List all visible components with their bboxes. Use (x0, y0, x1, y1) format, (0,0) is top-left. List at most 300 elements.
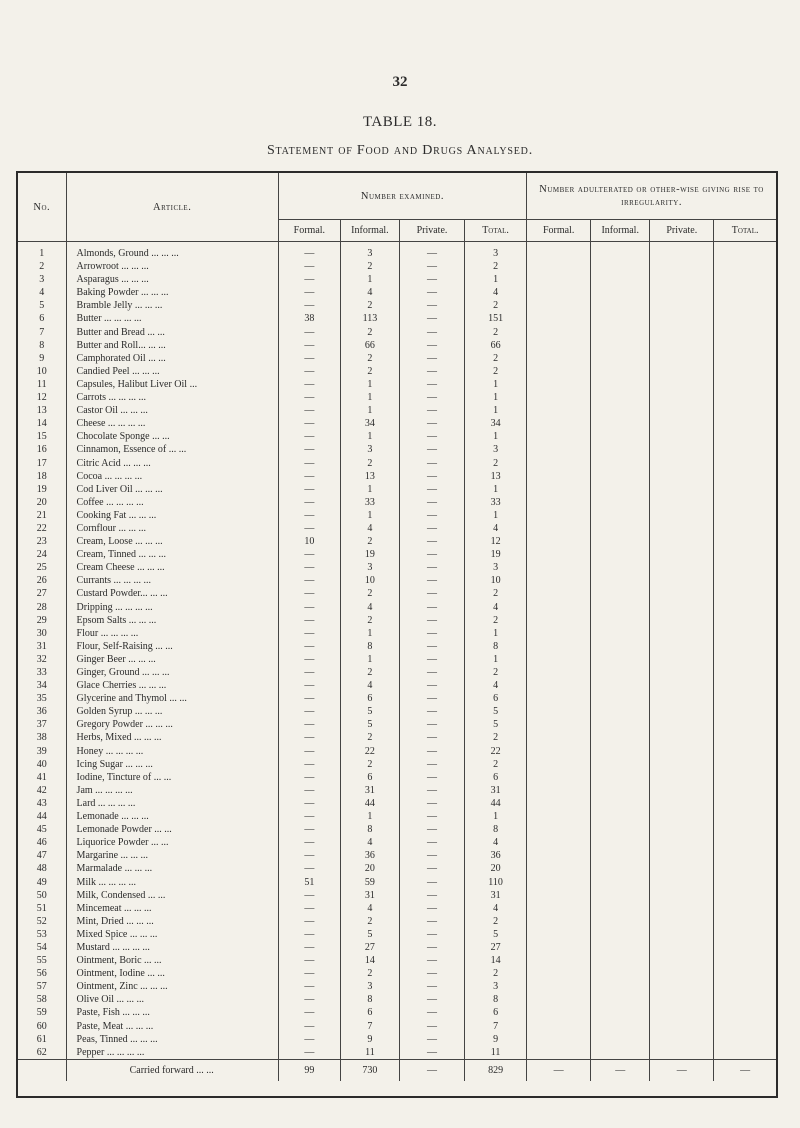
cell-adulterated-empty (714, 561, 776, 574)
cell-adulterated-empty (650, 902, 714, 915)
cell-total: 9 (465, 1033, 527, 1046)
cell-adulterated-empty (714, 692, 776, 705)
cell-total: 66 (465, 339, 527, 352)
cell-adulterated-empty (591, 679, 650, 692)
cell-private: — (399, 980, 464, 993)
cell-adulterated-empty (527, 1046, 591, 1060)
cell-formal: — (278, 326, 340, 339)
cell-no: 33 (18, 666, 66, 679)
cell-adulterated-empty (714, 312, 776, 325)
cell-private: — (399, 640, 464, 653)
cell-informal: 1 (340, 430, 399, 443)
footer-adulterated-total: — (714, 1059, 776, 1081)
cell-total: 4 (465, 836, 527, 849)
cell-private: — (399, 954, 464, 967)
cell-adulterated-empty (650, 443, 714, 456)
cell-informal: 5 (340, 718, 399, 731)
cell-article: Milk ... ... ... ... (66, 876, 278, 889)
cell-adulterated-empty (650, 928, 714, 941)
cell-adulterated-empty (650, 705, 714, 718)
cell-article: Cocoa ... ... ... ... (66, 470, 278, 483)
table-row (18, 614, 776, 627)
cell-no: 43 (18, 797, 66, 810)
cell-total: 5 (465, 705, 527, 718)
cell-private: — (399, 718, 464, 731)
cell-formal: — (278, 470, 340, 483)
cell-adulterated-empty (650, 993, 714, 1006)
table-row (18, 404, 776, 417)
cell-private: — (399, 587, 464, 600)
carried-forward-row (18, 1059, 776, 1081)
cell-adulterated-empty (527, 391, 591, 404)
cell-total: 8 (465, 640, 527, 653)
table-row (18, 352, 776, 365)
header-adulterated-formal: Formal. (527, 220, 591, 242)
cell-private: — (399, 784, 464, 797)
cell-adulterated-empty (714, 653, 776, 666)
cell-informal: 44 (340, 797, 399, 810)
cell-no: 11 (18, 378, 66, 391)
cell-article: Flour ... ... ... ... (66, 627, 278, 640)
cell-adulterated-empty (527, 954, 591, 967)
cell-adulterated-empty (591, 862, 650, 875)
cell-adulterated-empty (714, 627, 776, 640)
table-row (18, 993, 776, 1006)
cell-adulterated-empty (650, 260, 714, 273)
cell-adulterated-empty (714, 941, 776, 954)
cell-formal: — (278, 915, 340, 928)
cell-article: Arrowroot ... ... ... (66, 260, 278, 273)
cell-adulterated-empty (527, 653, 591, 666)
cell-article: Mincemeat ... ... ... (66, 902, 278, 915)
cell-private: — (399, 1033, 464, 1046)
cell-adulterated-empty (527, 457, 591, 470)
cell-adulterated-empty (714, 352, 776, 365)
table-row (18, 509, 776, 522)
cell-adulterated-empty (714, 457, 776, 470)
cell-adulterated-empty (714, 862, 776, 875)
cell-adulterated-empty (650, 378, 714, 391)
cell-formal: — (278, 561, 340, 574)
cell-informal: 5 (340, 928, 399, 941)
cell-private: — (399, 299, 464, 312)
footer-adulterated-formal: — (527, 1059, 591, 1081)
cell-article: Lemonade ... ... ... (66, 810, 278, 823)
cell-no: 26 (18, 574, 66, 587)
table-row (18, 1006, 776, 1019)
cell-informal: 6 (340, 771, 399, 784)
cell-total: 2 (465, 365, 527, 378)
cell-no: 30 (18, 627, 66, 640)
cell-adulterated-empty (591, 339, 650, 352)
table-row (18, 443, 776, 456)
table-row (18, 862, 776, 875)
cell-total: 1 (465, 430, 527, 443)
cell-adulterated-empty (591, 627, 650, 640)
cell-adulterated-empty (527, 548, 591, 561)
cell-adulterated-empty (527, 312, 591, 325)
header-adulterated-private: Private. (650, 220, 714, 242)
cell-adulterated-empty (527, 443, 591, 456)
cell-formal: — (278, 404, 340, 417)
cell-no: 5 (18, 299, 66, 312)
cell-article: Baking Powder ... ... ... (66, 286, 278, 299)
table-title: TABLE 18. (362, 114, 438, 130)
cell-no: 4 (18, 286, 66, 299)
cell-adulterated-empty (527, 666, 591, 679)
table-row (18, 679, 776, 692)
cell-adulterated-empty (591, 1046, 650, 1060)
cell-informal: 2 (340, 666, 399, 679)
cell-article: Carrots ... ... ... ... (66, 391, 278, 404)
table-row (18, 797, 776, 810)
cell-no: 37 (18, 718, 66, 731)
cell-no: 60 (18, 1020, 66, 1033)
cell-adulterated-empty (591, 352, 650, 365)
table-row (18, 299, 776, 312)
table-row (18, 745, 776, 758)
cell-adulterated-empty (714, 784, 776, 797)
cell-total: 33 (465, 496, 527, 509)
cell-adulterated-empty (527, 470, 591, 483)
cell-adulterated-empty (650, 548, 714, 561)
cell-adulterated-empty (714, 522, 776, 535)
cell-adulterated-empty (591, 718, 650, 731)
table-row (18, 1046, 776, 1060)
cell-adulterated-empty (714, 299, 776, 312)
header-adulterated-total: Total. (714, 220, 776, 242)
cell-adulterated-empty (714, 731, 776, 744)
table-row (18, 718, 776, 731)
cell-informal: 1 (340, 627, 399, 640)
cell-adulterated-empty (527, 679, 591, 692)
cell-adulterated-empty (650, 653, 714, 666)
cell-adulterated-empty (527, 967, 591, 980)
cell-adulterated-empty (591, 771, 650, 784)
cell-no: 1 (18, 242, 66, 261)
cell-adulterated-empty (714, 1046, 776, 1060)
cell-total: 2 (465, 260, 527, 273)
cell-adulterated-empty (714, 496, 776, 509)
footer-no (18, 1059, 66, 1081)
cell-adulterated-empty (527, 980, 591, 993)
cell-adulterated-empty (714, 758, 776, 771)
cell-total: 31 (465, 889, 527, 902)
cell-private: — (399, 705, 464, 718)
cell-adulterated-empty (714, 954, 776, 967)
cell-article: Margarine ... ... ... (66, 849, 278, 862)
cell-adulterated-empty (591, 286, 650, 299)
cell-formal: 38 (278, 312, 340, 325)
cell-informal: 1 (340, 509, 399, 522)
cell-adulterated-empty (591, 1020, 650, 1033)
cell-adulterated-empty (527, 299, 591, 312)
cell-total: 34 (465, 417, 527, 430)
cell-adulterated-empty (650, 457, 714, 470)
cell-private: — (399, 836, 464, 849)
cell-adulterated-empty (527, 758, 591, 771)
cell-total: 4 (465, 522, 527, 535)
header-adulterated-informal: Informal. (591, 220, 650, 242)
cell-article: Ginger, Ground ... ... ... (66, 666, 278, 679)
cell-informal: 4 (340, 836, 399, 849)
cell-informal: 4 (340, 902, 399, 915)
cell-informal: 3 (340, 443, 399, 456)
cell-adulterated-empty (714, 574, 776, 587)
cell-informal: 2 (340, 614, 399, 627)
cell-adulterated-empty (650, 601, 714, 614)
table-row (18, 496, 776, 509)
cell-informal: 8 (340, 823, 399, 836)
cell-no: 51 (18, 902, 66, 915)
cell-no: 13 (18, 404, 66, 417)
cell-informal: 9 (340, 1033, 399, 1046)
cell-formal: — (278, 692, 340, 705)
food-drugs-table (18, 173, 776, 1081)
cell-article: Butter and Bread ... ... (66, 326, 278, 339)
cell-private: — (399, 443, 464, 456)
cell-adulterated-empty (591, 640, 650, 653)
table-row (18, 941, 776, 954)
cell-formal: 51 (278, 876, 340, 889)
cell-private: — (399, 574, 464, 587)
cell-formal: — (278, 784, 340, 797)
cell-total: 8 (465, 993, 527, 1006)
cell-no: 34 (18, 679, 66, 692)
cell-adulterated-empty (650, 1020, 714, 1033)
cell-total: 27 (465, 941, 527, 954)
cell-total: 3 (465, 443, 527, 456)
cell-adulterated-empty (591, 561, 650, 574)
cell-adulterated-empty (591, 260, 650, 273)
cell-adulterated-empty (650, 1006, 714, 1019)
cell-private: — (399, 326, 464, 339)
cell-adulterated-empty (527, 731, 591, 744)
cell-adulterated-empty (650, 561, 714, 574)
cell-adulterated-empty (591, 745, 650, 758)
cell-article: Cooking Fat ... ... ... (66, 509, 278, 522)
cell-adulterated-empty (650, 836, 714, 849)
cell-total: 1 (465, 653, 527, 666)
cell-article: Herbs, Mixed ... ... ... (66, 731, 278, 744)
cell-informal: 22 (340, 745, 399, 758)
cell-informal: 2 (340, 326, 399, 339)
cell-informal: 2 (340, 535, 399, 548)
cell-adulterated-empty (714, 849, 776, 862)
header-formal: Formal. (278, 220, 340, 242)
cell-adulterated-empty (650, 273, 714, 286)
cell-adulterated-empty (527, 784, 591, 797)
cell-no: 47 (18, 849, 66, 862)
cell-no: 14 (18, 417, 66, 430)
cell-private: — (399, 1046, 464, 1060)
cell-adulterated-empty (714, 404, 776, 417)
cell-adulterated-empty (714, 980, 776, 993)
cell-no: 42 (18, 784, 66, 797)
cell-adulterated-empty (591, 928, 650, 941)
cell-adulterated-empty (527, 823, 591, 836)
cell-private: — (399, 483, 464, 496)
cell-adulterated-empty (714, 889, 776, 902)
cell-adulterated-empty (527, 614, 591, 627)
table-row (18, 836, 776, 849)
cell-private: — (399, 378, 464, 391)
cell-no: 15 (18, 430, 66, 443)
cell-article: Cream, Loose ... ... ... (66, 535, 278, 548)
cell-adulterated-empty (527, 640, 591, 653)
cell-adulterated-empty (527, 496, 591, 509)
cell-informal: 36 (340, 849, 399, 862)
cell-private: — (399, 509, 464, 522)
cell-adulterated-empty (714, 810, 776, 823)
cell-no: 17 (18, 457, 66, 470)
cell-private: — (399, 902, 464, 915)
cell-adulterated-empty (591, 1033, 650, 1046)
table-row (18, 430, 776, 443)
cell-adulterated-empty (650, 627, 714, 640)
cell-adulterated-empty (650, 862, 714, 875)
cell-adulterated-empty (591, 378, 650, 391)
header-number-adulterated: Number adulterated or other-wise giving rise to irregularity. (527, 173, 776, 220)
cell-article: Glace Cherries ... ... ... (66, 679, 278, 692)
cell-adulterated-empty (714, 378, 776, 391)
cell-formal: — (278, 862, 340, 875)
cell-article: Iodine, Tincture of ... ... (66, 771, 278, 784)
cell-informal: 20 (340, 862, 399, 875)
cell-no: 8 (18, 339, 66, 352)
cell-adulterated-empty (714, 587, 776, 600)
cell-informal: 27 (340, 941, 399, 954)
cell-formal: — (278, 666, 340, 679)
cell-adulterated-empty (650, 666, 714, 679)
cell-adulterated-empty (527, 889, 591, 902)
table-row (18, 339, 776, 352)
carried-forward-label: Carried forward ... ... (66, 1059, 278, 1081)
cell-formal: — (278, 352, 340, 365)
cell-private: — (399, 771, 464, 784)
cell-adulterated-empty (527, 692, 591, 705)
table-row (18, 260, 776, 273)
cell-total: 4 (465, 902, 527, 915)
cell-private: — (399, 391, 464, 404)
cell-total: 3 (465, 561, 527, 574)
cell-adulterated-empty (527, 876, 591, 889)
table-body (18, 242, 776, 1060)
cell-total: 2 (465, 915, 527, 928)
table-row (18, 876, 776, 889)
table-row (18, 980, 776, 993)
cell-informal: 3 (340, 561, 399, 574)
cell-formal: — (278, 365, 340, 378)
cell-total: 19 (465, 548, 527, 561)
table-row (18, 653, 776, 666)
table-row (18, 457, 776, 470)
cell-no: 56 (18, 967, 66, 980)
cell-total: 1 (465, 509, 527, 522)
cell-formal: — (278, 954, 340, 967)
cell-informal: 2 (340, 967, 399, 980)
cell-adulterated-empty (650, 352, 714, 365)
cell-formal: — (278, 810, 340, 823)
cell-private: — (399, 404, 464, 417)
table-row (18, 483, 776, 496)
table-row (18, 1033, 776, 1046)
cell-informal: 59 (340, 876, 399, 889)
cell-article: Dripping ... ... ... ... (66, 601, 278, 614)
cell-private: — (399, 470, 464, 483)
cell-article: Epsom Salts ... ... ... (66, 614, 278, 627)
cell-total: 151 (465, 312, 527, 325)
cell-adulterated-empty (650, 430, 714, 443)
header-article: Article. (66, 173, 278, 242)
cell-no: 36 (18, 705, 66, 718)
cell-adulterated-empty (591, 889, 650, 902)
cell-adulterated-empty (591, 496, 650, 509)
cell-adulterated-empty (714, 417, 776, 430)
cell-private: — (399, 601, 464, 614)
cell-adulterated-empty (650, 980, 714, 993)
cell-adulterated-empty (714, 365, 776, 378)
cell-no: 35 (18, 692, 66, 705)
cell-no: 40 (18, 758, 66, 771)
cell-total: 1 (465, 391, 527, 404)
table-row (18, 587, 776, 600)
cell-adulterated-empty (591, 457, 650, 470)
cell-adulterated-empty (591, 967, 650, 980)
cell-article: Almonds, Ground ... ... ... (66, 242, 278, 261)
cell-private: — (399, 496, 464, 509)
cell-informal: 31 (340, 889, 399, 902)
cell-total: 2 (465, 758, 527, 771)
cell-adulterated-empty (527, 745, 591, 758)
cell-total: 11 (465, 1046, 527, 1060)
cell-adulterated-empty (714, 836, 776, 849)
cell-adulterated-empty (527, 718, 591, 731)
cell-article: Liquorice Powder ... ... (66, 836, 278, 849)
cell-adulterated-empty (650, 941, 714, 954)
cell-no: 58 (18, 993, 66, 1006)
cell-adulterated-empty (527, 260, 591, 273)
table-row (18, 548, 776, 561)
cell-private: — (399, 849, 464, 862)
cell-private: — (399, 535, 464, 548)
cell-adulterated-empty (714, 242, 776, 261)
cell-formal: — (278, 339, 340, 352)
cell-formal: — (278, 260, 340, 273)
cell-article: Honey ... ... ... ... (66, 745, 278, 758)
cell-adulterated-empty (591, 810, 650, 823)
cell-adulterated-empty (527, 242, 591, 261)
table-row (18, 470, 776, 483)
cell-informal: 13 (340, 470, 399, 483)
header-total: Total. (465, 220, 527, 242)
cell-article: Glycerine and Thymol ... ... (66, 692, 278, 705)
footer-private: — (399, 1059, 464, 1081)
cell-adulterated-empty (650, 242, 714, 261)
cell-private: — (399, 430, 464, 443)
cell-adulterated-empty (650, 915, 714, 928)
cell-adulterated-empty (527, 430, 591, 443)
cell-article: Gregory Powder ... ... ... (66, 718, 278, 731)
cell-adulterated-empty (527, 601, 591, 614)
cell-total: 12 (465, 535, 527, 548)
cell-adulterated-empty (527, 627, 591, 640)
cell-total: 2 (465, 967, 527, 980)
cell-private: — (399, 862, 464, 875)
header-private: Private. (399, 220, 464, 242)
cell-adulterated-empty (714, 326, 776, 339)
cell-informal: 2 (340, 587, 399, 600)
